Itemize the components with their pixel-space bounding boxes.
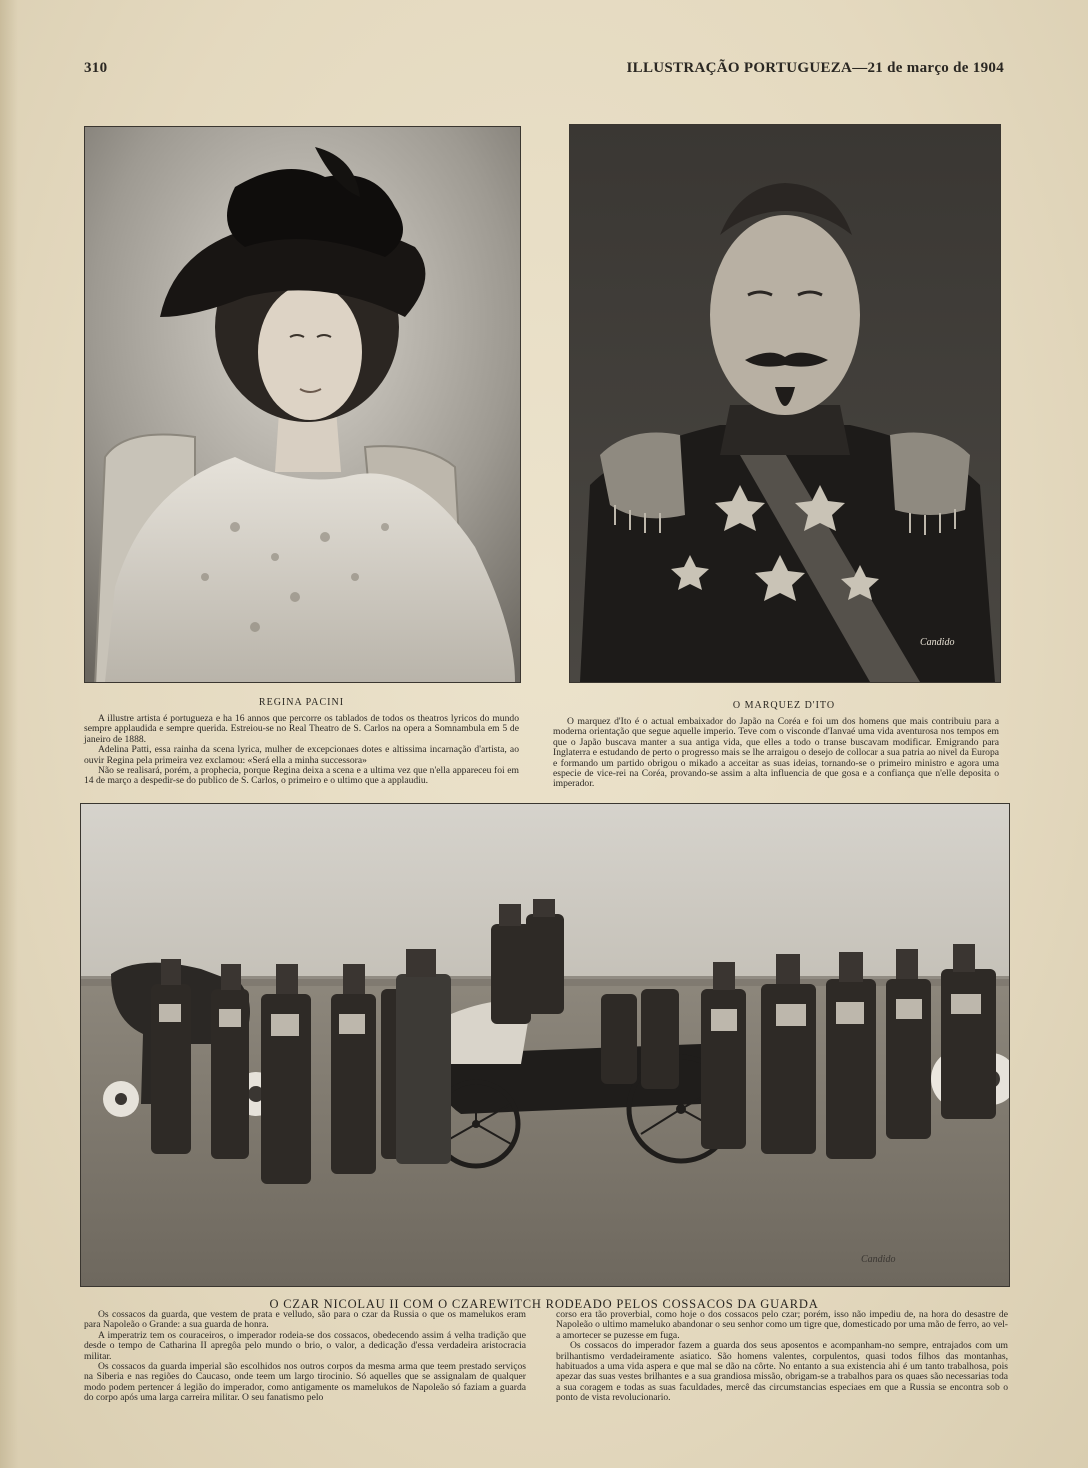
publication-title: ILLUSTRAÇÃO PORTUGUEZA—21 de março de 1904 [626, 60, 1004, 76]
czar-left-paragraph: A imperatriz tem os couraceiros, o imperador rodeia-se dos cossacos, obedecendo assim á velha tradição que desde o tempo de Catharina II apregôa pelo mundo o brio, o valor, a dedicação d'essa verdadeira aristocracia militar. [84, 1329, 526, 1362]
ito-caption-title: O MARQUEZ D'ITO [732, 700, 836, 711]
page-spine-shadow [0, 0, 18, 1468]
czar-photo-signature: Candido [861, 1254, 896, 1265]
portrait-pacini-illustration [85, 127, 520, 682]
czar-right-paragraph: Os cossacos do imperador fazem a guarda dos seus aposentos e acompanham-no sempre, entrajados com um brilhantismo verdadeiramente asiatico. São homens valentes, corpulentos, quasi todos filhos das montanhas, habituados a uma vida aspera e que mal se dão na côrte. No entanto a sua existencia ahi é um tanto trabalhosa, pois apezar das suas vestes brilhantes e a sua grandiosa missão, obrigam-se a trabalhos para os quaes são necessarias toda a sua coragem e todas as suas faculdades, mercê das circumstancias especiaes em que a Russia se encontra sob o ponto de vista revolucionario. [556, 1340, 1008, 1404]
pacini-paragraph: A illustre artista é portugueza e ha 16 annos que percorre os tablados de todos os theatros lyricos do mundo sempre applaudida e sempre querida. Estreiou-se no Real Theatro de S. Carlos na opera a Somnambula em 5 de janeiro de 1888. [84, 713, 519, 745]
czar-photo-illustration [81, 804, 1009, 1286]
pacini-paragraph: Não se realisará, porém, a prophecia, porque Regina deixa a scena e a ultima vez que n'ella appareceu foi em 14 de março a despedir-se do publico de S. Carlos, o primeiro e o ultimo que a applaudiu. [84, 765, 519, 787]
czar-left-paragraph: Os cossacos da guarda, que vestem de prata e velludo, são para o czar da Russia o que os mamelukos eram para Napoleão o Grande: a sua guarda de honra. [84, 1309, 526, 1331]
czar-caption-left-column [84, 1310, 526, 1404]
czar-right-paragraph: corso era tão proverbial, como hoje o dos cossacos pelo czar; porém, isso não impediu de, na hora do desastre de Napoleão o ultimo mameluko abandonar o seu senhor como um tigre que, domesticado por uma mão de ferro, ao vel-a amortecer se puzesse em fuga. [556, 1309, 1008, 1341]
czar-left-paragraph: Os cossacos da guarda imperial são escolhidos nos outros corpos da mesma arma que teem prestado serviços na Siberia e nas regiões do Caucaso, onde teem um largo tirocinio. Só aquelles que se assignalam de qualquer modo podem pertencer á legião do imperador, como antigamente os mamelukos de Napoleão só faziam a guarda do corpo após uma larga carreira militar. O seu fanatismo pelo [84, 1361, 526, 1404]
ito-caption-text [553, 717, 999, 790]
pacini-caption-text [84, 714, 519, 787]
czar-caption-title: O CZAR NICOLAU II COM O CZAREWITCH RODEADO PELOS COSSACOS DA GUARDA [269, 1297, 819, 1311]
pacini-paragraph: Adelina Patti, essa rainha da scena lyrica, mulher de excepcionaes dotes e altissima incarnação d'artista, ao ouvir Regina pela primeira vez exclamou: «Será ella a minha successora» [84, 744, 519, 766]
czar-caption-right-column [556, 1310, 1008, 1404]
page-header [84, 60, 1004, 82]
pacini-caption-title: REGINA PACINI [258, 697, 345, 708]
portrait-regina-pacini [84, 126, 521, 683]
ito-artist-signature: Candido [920, 637, 955, 648]
portrait-ito-illustration [570, 125, 1000, 682]
ito-paragraph: O marquez d'Ito é o actual embaixador do Japão na Coréa e foi um dos homens que mais contribuiu para a moderna orientação que segue aquelle imperio. Teve com o visconde d'Ianvaé uma vida aventurosa nos tempos em que o Japão buscava manter a sua antiga vida, que elles a todo o transe buscavam modificar. Emigrando para Inglaterra e estudando de perto o progresso mais se lhe arraigou o desejo de collocar a sua patria ao nivel da Europa e formando um partido obrigou o mikado a acceitar as suas ideias, tornando-se o primeiro ministro e agora uma especie de vice-rei na Coréa, provando-se assim a alta influencia de que gosa e a confiança que n'elle deposita o imperador. [553, 716, 999, 790]
photo-czar-with-cossacks [80, 803, 1010, 1287]
page-number: 310 [84, 60, 108, 76]
portrait-marquez-ito [569, 124, 1001, 683]
